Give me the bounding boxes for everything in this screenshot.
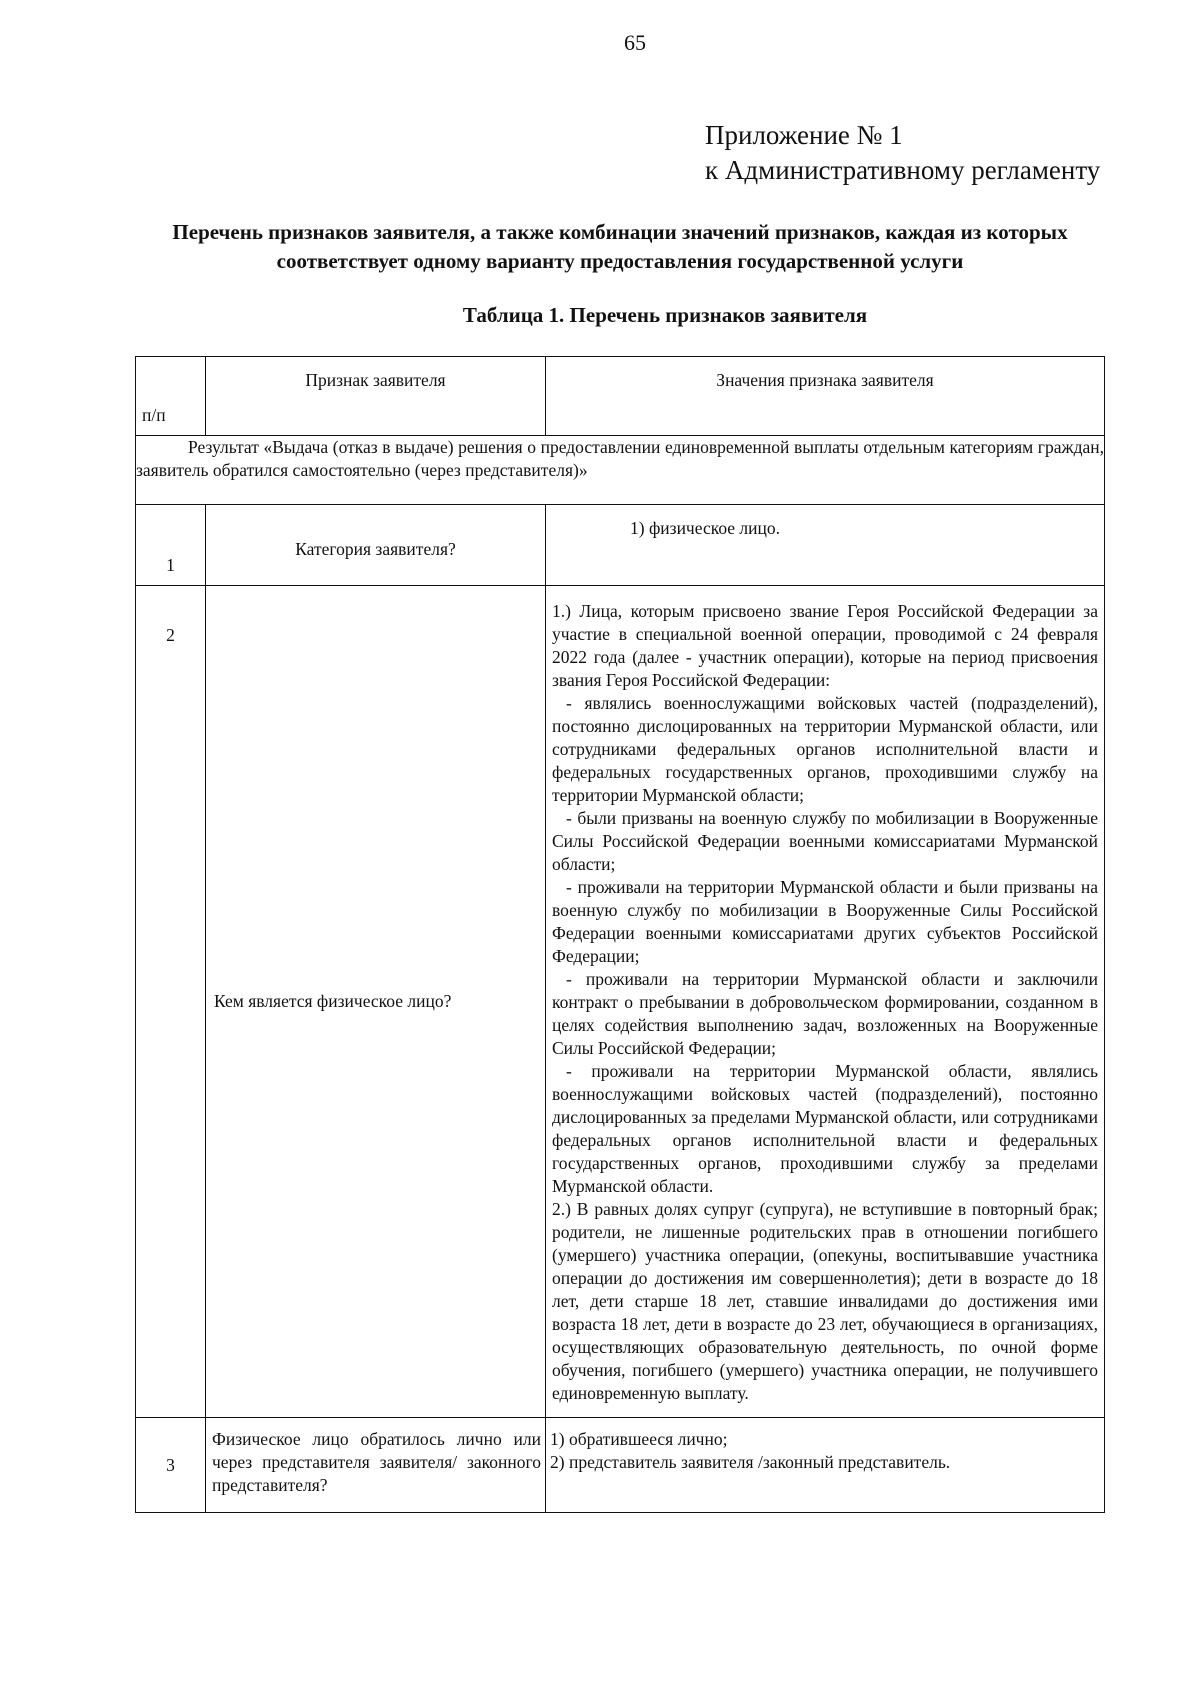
row-question: Физическое лицо обратилось лично или через представителя заявителя/ законного представителя? — [206, 1418, 546, 1513]
table-header-row — [136, 357, 1105, 436]
value-paragraph: - были призваны на военную службу по мобилизации в Вооруженные Силы Российской Федерации военными комиссариатами Мурманской области; — [552, 808, 1098, 874]
applicant-signs-table — [135, 356, 1105, 1513]
value-paragraph: - являлись военнослужащими войсковых частей (подразделений), постоянно дислоцированных на территории Мурманской области, или сотрудниками федеральных органов исполнительной власти и федеральных государственных органов, проходившими службу на территории Мурманской области; — [552, 693, 1098, 805]
row-question: Кем является физическое лицо? — [206, 586, 546, 1418]
appendix-header — [705, 118, 1100, 188]
table-row — [136, 1418, 1105, 1513]
value-paragraph: 2.) В равных долях супруг (супруга), не вступившие в повторный брак; родители, не лишенные родительских прав в отношении погибшего (умершего) участника операции, (опекуны, воспитывавшие участника операции до достижения им совершеннолетия); дети в возрасте до 18 лет, дети старше 18 лет, ставшие инвалидами до достижения ими возраста 18 лет, дети в возрасте до 23 лет, обучающиеся в организациях, осуществляющих образовательную деятельность, по очной форме обучения, погибшего (умершего) участника операции, не получившего единовременную выплату. — [552, 1199, 1098, 1403]
header-sign: Признак заявителя — [206, 357, 546, 436]
appendix-line-2: к Административному регламенту — [705, 155, 1101, 185]
table-row — [136, 505, 1105, 586]
row-number: 2 — [136, 586, 206, 1418]
page-number: 65 — [624, 30, 646, 55]
document-title: Перечень признаков заявителя, а также комбинации значений признаков, каждая из которых соответствует одному варианту предоставления государственной услуги — [172, 220, 1068, 273]
value-paragraph: - проживали на территории Мурманской области, являлись военнослужащими войсковых частей (подразделений), постоянно дислоцированных за пределами Мурманской области, или сотрудниками федеральных органов исполнительной власти и федеральных государственных органов, проходившими службу за пределами Мурманской области. — [552, 1061, 1098, 1196]
row-number: 1 — [136, 505, 206, 586]
row-number: 3 — [136, 1418, 206, 1513]
row-values — [546, 586, 1105, 1418]
row-values — [546, 1418, 1105, 1513]
result-row — [136, 436, 1105, 505]
value-paragraph: - проживали на территории Мурманской области и были призваны на военную службу по мобилизации в Вооруженные Силы Российской Федерации военными комиссариатами других субъектов Российской Федерации; — [552, 877, 1098, 966]
row-values: 1) физическое лицо. — [546, 505, 1105, 586]
value-line: 1) обратившееся лично; — [550, 1429, 728, 1449]
row-question: Категория заявителя? — [206, 505, 546, 586]
value-paragraph: - проживали на территории Мурманской области и заключили контракт о пребывании в добровольческом формировании, созданном в целях содействия выполнению задач, возложенных на Вооруженные Силы Российской Федерации; — [552, 969, 1098, 1058]
appendix-line-1: Приложение № 1 — [705, 120, 903, 150]
value-paragraph: 1.) Лица, которым присвоено звание Героя Российской Федерации за участие в специальной военной операции, проводимой с 24 февраля 2022 года (далее - участник операции), которые на период присвоения звания Героя Российской Федерации: — [552, 601, 1098, 690]
table-caption: Таблица 1. Перечень признаков заявителя — [462, 303, 868, 327]
value-line: 2) представитель заявителя /законный представитель. — [550, 1452, 951, 1472]
table-row — [136, 586, 1105, 1418]
result-text: Результат «Выдача (отказ в выдаче) решения о предоставлении единовременной выплаты отдельным категориям граждан, заявитель обратился самостоятельно (через представителя)» — [136, 436, 1105, 505]
header-num: п/п — [136, 357, 206, 436]
header-values: Значения признака заявителя — [546, 357, 1105, 436]
